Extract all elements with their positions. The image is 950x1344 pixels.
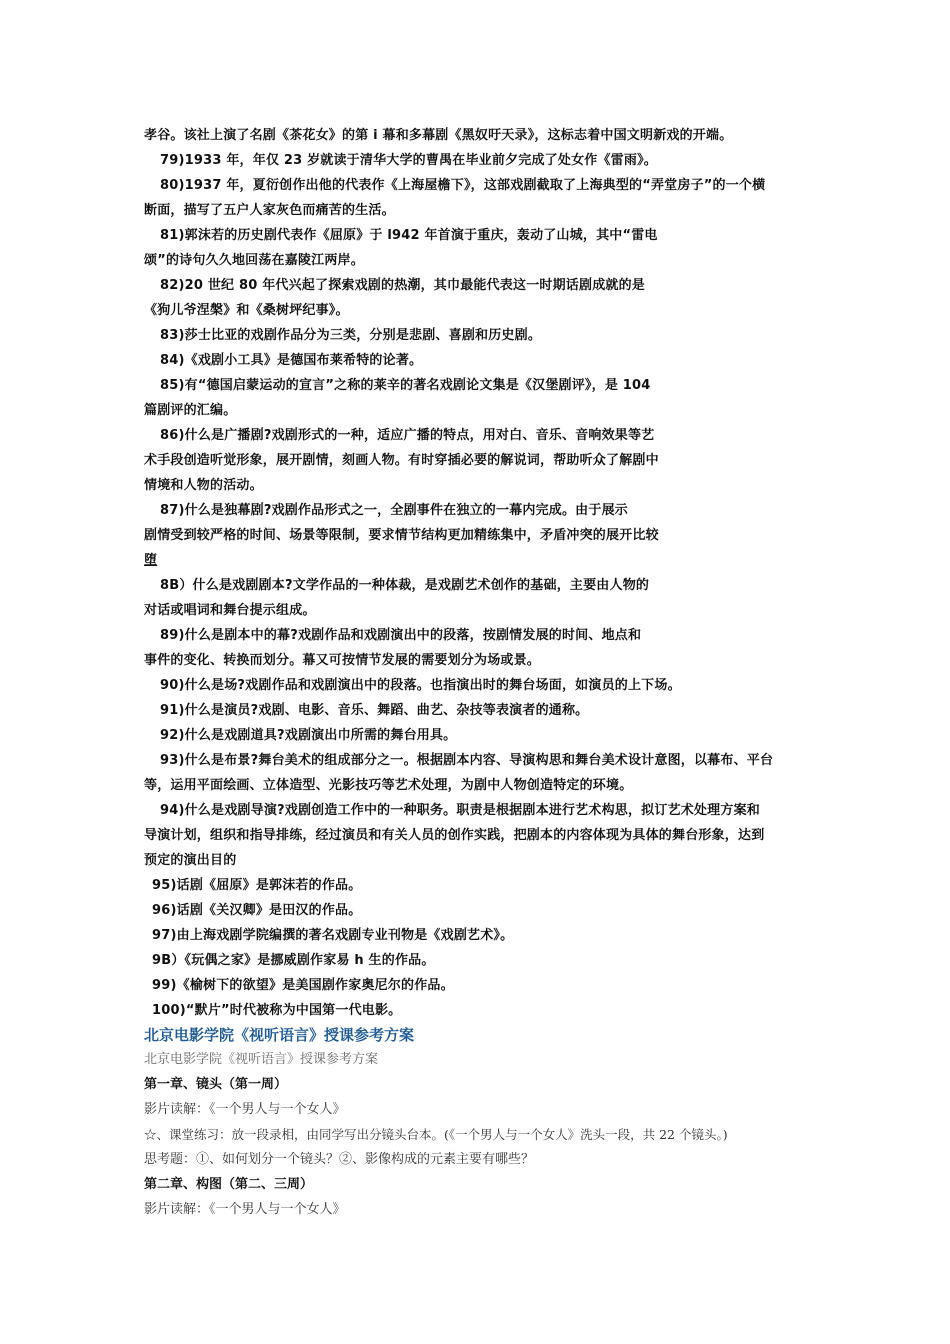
- text-line: 断面，描写了五户人家灰色而痛苦的生活。: [144, 203, 395, 218]
- text-line: 86)什么是广播剧?戏剧形式的一种，适应广播的特点，用对白、音乐、音响效果等艺: [160, 428, 655, 443]
- text-line: 83)莎士比亚的戏剧作品分为三类，分别是悲剧、喜剧和历史剧。: [160, 328, 542, 343]
- text-line: 79)1933 年，年仅 23 岁就读于清华大学的曹禺在毕业前夕完成了处女作《雷雨》。: [160, 153, 657, 168]
- chapter-2-film: 影片读解：《一个男人与一个女人》: [144, 1202, 346, 1217]
- text-line: 导演计划，组织和指导排练，经过演员和有关人员的创作实践，把剧本的内容体现为具体的舞台形象，达到: [144, 828, 765, 843]
- text-line: 堕: [144, 553, 158, 568]
- text-line: 孝谷。该社上演了名剧《茶花女》的第 i 幕和多幕剧《黑奴吁天录》，这标志着中国文明新戏的开端。: [144, 128, 733, 143]
- text-line: 情境和人物的活动。: [144, 478, 263, 493]
- text-line: 89)什么是剧本中的幕?戏剧作品和戏剧演出中的段落，按剧情发展的时间、地点和: [160, 628, 642, 643]
- text-line: 99)《榆树下的欲望》是美国剧作家奥尼尔的作品。: [152, 978, 454, 993]
- text-line: 100)“默片”时代被称为中国第一代电影。: [152, 1003, 402, 1018]
- chapter-2-title: 第二章、构图（第二、三周）: [144, 1177, 314, 1192]
- text-line: 87)什么是独幕剧?戏剧作品形式之一，全剧事件在独立的一幕内完成。由于展示: [160, 503, 628, 518]
- text-line: 85)有“德国启蒙运动的宣言”之称的莱辛的著名戏剧论文集是《汉堡剧评》，是 104: [160, 378, 651, 393]
- chapter-1-exercise: ☆、课堂练习：放一段录相，由同学写出分镜头台本。(《一个男人与一个女人》洗头一段，共 22 个镜头。): [144, 1127, 728, 1142]
- text-line: 96)话剧《关汉卿》是田汉的作品。: [152, 903, 362, 918]
- text-line: 篇剧评的汇编。: [144, 403, 237, 418]
- text-line: 等，运用平面绘画、立体造型、光影技巧等艺术处理，为剧中人物创造特定的环境。: [144, 778, 633, 793]
- text-line: 术手段创造听觉形象，展开剧情，刻画人物。有时穿插必要的解说词，帮助听众了解剧中: [144, 453, 659, 468]
- text-line: 《狗儿爷涅槃》和《桑树坪纪事》。: [144, 303, 349, 318]
- text-line: 预定的演出目的: [144, 853, 237, 868]
- text-line: 95)话剧《屈原》是郭沫若的作品。: [152, 878, 362, 893]
- text-line: 82)20 世纪 80 年代兴起了探索戏剧的热潮，其巾最能代表这一时期话剧成就的是: [160, 278, 645, 293]
- text-line: 8B）什么是戏剧剧本?文学作品的一种体裁，是戏剧艺术创作的基础，主要由人物的: [160, 578, 650, 593]
- text-line: 94)什么是戏剧导演?戏剧创造工作中的一种职务。职责是根据剧本进行艺术构思，拟订艺术处理方案和: [160, 803, 760, 818]
- text-line: 事件的变化、转换而划分。幕又可按情节发展的需要划分为场或景。: [144, 653, 541, 668]
- chapter-1-title: 第一章、镜头（第一周）: [144, 1077, 288, 1092]
- text-line: 92)什么是戏剧道具?戏剧演出巾所需的舞台用具。: [160, 728, 457, 743]
- text-line: 84)《戏剧小工具》是德国布莱希特的论著。: [160, 353, 423, 368]
- text-line: 对话或唱词和舞台提示组成。: [144, 603, 316, 618]
- text-line: 90)什么是场?戏剧作品和戏剧演出中的段落。也指演出时的舞台场面，如演员的上下场。: [160, 678, 681, 693]
- section-heading: 北京电影学院《视听语言》授课参考方案: [144, 1026, 415, 1044]
- text-line: 80)1937 年，夏衍创作出他的代表作《上海屋檐下》，这部戏剧截取了上海典型的“弄堂房子”的一个横: [160, 178, 766, 193]
- section-subtitle: 北京电影学院《视听语言》授课参考方案: [144, 1052, 379, 1067]
- text-line: 颂”的诗句久久地回荡在嘉陵江两岸。: [144, 253, 364, 268]
- text-line: 97)由上海戏剧学院编撰的著名戏剧专业刊物是《戏剧艺术》。: [152, 928, 514, 943]
- text-line: 81)郭沫若的历史剧代表作《屈原》于 l942 年首演于重庆，轰动了山城，其中“雷电: [160, 228, 658, 243]
- chapter-1-film: 影片读解：《一个男人与一个女人》: [144, 1102, 346, 1117]
- chapter-1-questions: 思考题：①、如何划分一个镜头？②、影像构成的元素主要有哪些？: [144, 1152, 535, 1167]
- text-line: 93)什么是布景?舞台美术的组成部分之一。根据剧本内容、导演构思和舞台美术设计意图，以幕布、平台: [160, 753, 774, 768]
- text-line: 91)什么是演员?戏剧、电影、音乐、舞蹈、曲艺、杂技等表演者的通称。: [160, 703, 589, 718]
- text-line: 剧情受到较严格的时间、场景等限制，要求情节结构更加精练集中，矛盾冲突的展开比较: [144, 528, 659, 543]
- text-line: 9B）《玩偶之家》是挪威剧作家易 h 生的作品。: [152, 953, 435, 968]
